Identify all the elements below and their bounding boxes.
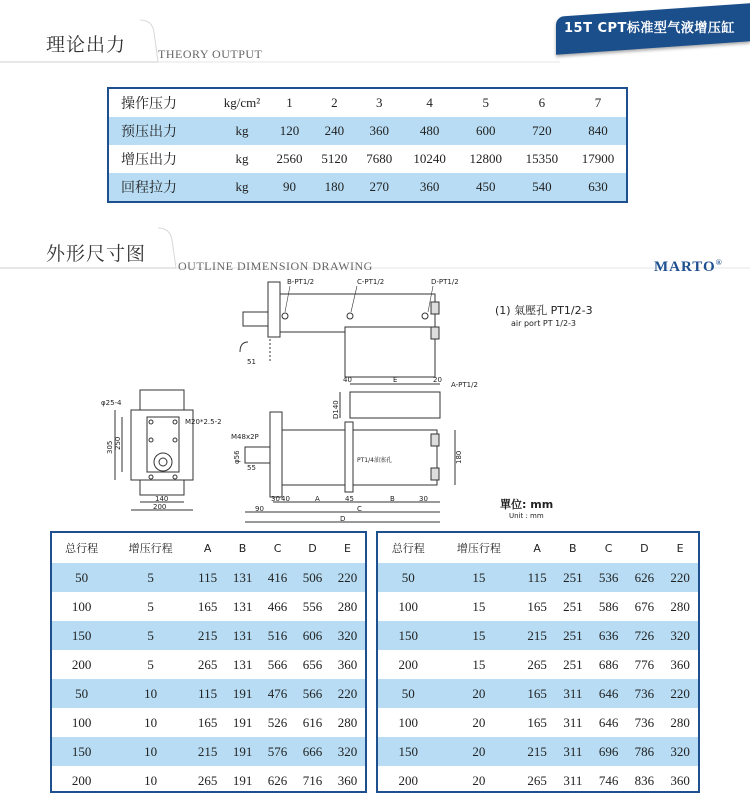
dimension-table-left [50, 531, 367, 793]
dimension-cell: 150 [52, 737, 111, 766]
dimension-cell: 251 [555, 621, 591, 650]
dimension-cell: 220 [662, 563, 698, 592]
dimension-cell: 626 [267, 772, 288, 788]
dimension-header-cell: 增压行程 [456, 542, 501, 555]
dimension-cell: 200 [398, 656, 418, 672]
theory-row-unit: kg [217, 173, 267, 201]
dimension-cell: 320 [662, 737, 698, 766]
theory-cell: 120 [267, 117, 312, 145]
theory-row [109, 145, 626, 173]
dimension-cell: 736 [626, 679, 662, 708]
dimension-row [378, 592, 698, 621]
dimension-cell: 15 [472, 598, 486, 614]
dim-200: 200 [153, 503, 167, 511]
dimension-cell: 576 [260, 737, 295, 766]
theory-cell: 720 [514, 117, 570, 145]
theory-row-label: 回程拉力 [109, 173, 217, 201]
dimension-cell: 100 [398, 714, 418, 730]
dimension-cell: 20 [472, 714, 486, 730]
dimension-row [378, 650, 698, 679]
dimension-cell: 50 [378, 563, 439, 592]
dimension-cell: 200 [71, 656, 92, 672]
dimension-cell: 556 [302, 598, 323, 614]
theory-row [109, 117, 626, 145]
dimension-cell: 265 [197, 656, 218, 672]
dimension-cell: 506 [295, 563, 330, 592]
outline-drawing [95, 272, 615, 530]
dimension-cell: 696 [591, 737, 627, 766]
dimension-cell: 100 [71, 598, 92, 614]
dimension-cell: 165 [527, 598, 547, 614]
dimension-cell: 191 [225, 737, 260, 766]
dimension-cell: 20 [472, 772, 486, 788]
dimension-header-cell: 增压行程 [128, 542, 173, 555]
dimension-cell: 320 [330, 621, 365, 650]
dimension-cell: 150 [378, 621, 439, 650]
theory-row-unit: kg/cm² [223, 95, 261, 110]
dimension-cell: 191 [232, 772, 253, 788]
dimension-cell: 200 [398, 772, 418, 788]
dimension-cell: 215 [190, 737, 225, 766]
dim-b: B [390, 495, 395, 503]
dimension-cell: 10 [111, 737, 190, 766]
outline-header [0, 222, 750, 277]
dimension-cell: 265 [527, 656, 547, 672]
theory-cell: 480 [402, 117, 458, 145]
outline-subtitle: OUTLINE DIMENSION DRAWING [178, 259, 373, 273]
theory-cell: 360 [402, 173, 458, 201]
theory-cell: 540 [514, 173, 570, 201]
dimension-cell: 165 [527, 714, 547, 730]
dimension-row [378, 737, 698, 766]
dim-305: 305 [106, 440, 114, 454]
theory-cell: 450 [458, 173, 514, 201]
dimension-cell: 165 [197, 598, 218, 614]
product-banner [556, 3, 750, 55]
theory-row-unit: kg [235, 151, 249, 166]
dimension-cell: 131 [232, 656, 253, 672]
dimension-cell: 566 [295, 679, 330, 708]
dimension-row [52, 737, 365, 766]
dimension-cell: 251 [563, 598, 583, 614]
theory-cell: 600 [458, 117, 514, 145]
dim-30: 30 [271, 495, 280, 503]
dim-c: C [357, 505, 362, 513]
dim-55: 55 [247, 464, 256, 472]
dimension-cell: 746 [598, 772, 619, 788]
dimension-header-cell: C [273, 541, 282, 555]
brand-name: MARTO [654, 259, 716, 275]
dimension-cell: 251 [563, 656, 583, 672]
dimension-cell: 686 [598, 656, 619, 672]
dimension-cell: 220 [330, 563, 365, 592]
dimension-cell: 215 [519, 621, 555, 650]
theory-cell: 2560 [276, 151, 303, 166]
dimension-cell: 150 [378, 737, 439, 766]
theory-cell: 15350 [525, 151, 559, 166]
theory-cell: 6 [538, 95, 546, 110]
dimension-header-cell: D [640, 541, 649, 555]
theory-row-label: 预压出力 [109, 117, 217, 145]
air-port-en: air port PT 1/2-3 [511, 319, 577, 328]
theory-title: 理论出力 [46, 34, 127, 56]
dimension-cell: 20 [439, 737, 520, 766]
theory-cell: 90 [267, 173, 312, 201]
dimension-cell: 215 [519, 737, 555, 766]
theory-cell: 10240 [413, 151, 446, 166]
dimension-cell: 265 [197, 772, 218, 788]
dimension-cell: 215 [190, 621, 225, 650]
dimension-header-row [52, 533, 365, 563]
dimension-cell: 220 [330, 679, 365, 708]
brand-mark: ® [715, 258, 723, 267]
dim-40-top: 40 [343, 376, 352, 384]
dimension-cell: 716 [302, 772, 323, 788]
dimension-cell: 360 [670, 772, 690, 788]
theory-cell: 1 [286, 95, 293, 110]
port-a-label: A-PT1/2 [451, 381, 478, 389]
theory-cell: 5120 [321, 151, 348, 166]
dimension-row [52, 708, 365, 737]
dimension-cell: 736 [634, 714, 655, 730]
dimension-cell: 320 [330, 737, 365, 766]
dimension-cell: 5 [147, 598, 154, 614]
dimension-cell: 636 [591, 621, 627, 650]
top-view [240, 282, 439, 377]
dimension-cell: 220 [662, 679, 698, 708]
dimension-cell: 416 [260, 563, 295, 592]
dimension-cell: 786 [626, 737, 662, 766]
dimension-cell: 776 [634, 656, 655, 672]
dim-d: D [340, 515, 346, 523]
dim-250: 250 [114, 436, 122, 450]
dimension-cell: 115 [519, 563, 555, 592]
dimension-cell: 20 [439, 679, 520, 708]
theory-row-label: 增压出力 [121, 152, 177, 168]
dimension-cell: 360 [670, 656, 690, 672]
theory-output-table [107, 87, 628, 203]
dimension-cell: 606 [295, 621, 330, 650]
theory-cell: 7680 [366, 151, 393, 166]
unit-en: Unit : mm [509, 512, 544, 520]
dimension-row [52, 621, 365, 650]
dimension-header-cell: B [238, 541, 247, 555]
unit-cn: 單位: mm [500, 498, 554, 511]
dimension-cell: 836 [634, 772, 655, 788]
theory-header-frame [0, 0, 560, 70]
dimension-cell: 676 [634, 598, 655, 614]
dim-140: 140 [155, 495, 169, 503]
dim-d140: D140 [332, 400, 340, 419]
dimension-cell: 50 [52, 679, 111, 708]
dimension-cell: 10 [111, 679, 190, 708]
dimension-cell: 516 [260, 621, 295, 650]
dimension-header-cell: C [604, 541, 613, 555]
dimension-cell: 536 [591, 563, 627, 592]
dim-25: φ25-4 [101, 399, 122, 407]
dim-56: φ56 [233, 450, 241, 464]
dimension-cell: 5 [111, 563, 190, 592]
dimension-header-cell: A [203, 541, 212, 555]
dimension-header-cell: B [569, 541, 577, 555]
dimension-cell: 666 [295, 737, 330, 766]
outline-title: 外形尺寸图 [46, 243, 147, 265]
dimension-cell: 191 [225, 679, 260, 708]
theory-cell: 5 [482, 95, 490, 110]
dimension-cell: 251 [555, 563, 591, 592]
dimension-header-cell: A [533, 541, 541, 555]
dim-45: 45 [345, 495, 354, 503]
port-b-label: B-PT1/2 [287, 278, 315, 286]
dim-e: E [393, 376, 398, 384]
dimension-row [378, 708, 698, 737]
dim-90: 90 [255, 505, 264, 513]
dimension-header-cell: 总行程 [391, 542, 425, 555]
dimension-cell: 646 [598, 714, 619, 730]
dimension-cell: 466 [267, 598, 288, 614]
dim-51: 51 [247, 358, 256, 366]
dimension-cell: 311 [563, 714, 583, 730]
dimension-cell: 320 [662, 621, 698, 650]
dimension-cell: 280 [670, 598, 690, 614]
dimension-cell: 360 [337, 772, 358, 788]
dimension-cell: 311 [555, 737, 591, 766]
dimension-cell: 50 [52, 563, 111, 592]
end-view [115, 390, 193, 510]
dimension-cell: 726 [626, 621, 662, 650]
dimension-cell: 476 [260, 679, 295, 708]
dim-20: 20 [433, 376, 442, 384]
theory-cell: 4 [426, 95, 433, 110]
thread-m48: M48x2P [231, 433, 259, 441]
theory-cell: 360 [357, 117, 402, 145]
dimension-cell: 311 [563, 772, 583, 788]
dimension-cell: 280 [670, 714, 690, 730]
port-d-label: D-PT1/2 [431, 278, 459, 286]
port-c-label: C-PT1/2 [357, 278, 385, 286]
dimension-cell: 10 [144, 714, 158, 730]
dimension-cell: 10 [144, 772, 158, 788]
dimension-cell: 15 [439, 563, 520, 592]
dimension-row [378, 563, 698, 592]
dimension-cell: 646 [591, 679, 627, 708]
dimension-row [378, 621, 698, 650]
dimension-row [52, 766, 365, 795]
theory-cell: 270 [357, 173, 402, 201]
thread-m20: M20*2.5-2 [185, 418, 222, 426]
dimension-row [378, 679, 698, 708]
dimension-cell: 100 [71, 714, 92, 730]
oil-plug-label: PT1/4油塞孔 [357, 457, 392, 464]
dimension-table-right [376, 531, 700, 793]
dimension-cell: 5 [147, 656, 154, 672]
dimension-cell: 5 [111, 621, 190, 650]
dimension-header-cell: D [308, 541, 317, 555]
theory-row [109, 89, 626, 117]
dimension-cell: 15 [439, 621, 520, 650]
theory-row [109, 173, 626, 201]
brand-logo [654, 258, 723, 276]
dim-40-bottom: 40 [281, 495, 290, 503]
dimension-cell: 311 [555, 679, 591, 708]
dimension-row [52, 563, 365, 592]
dim-a: A [315, 495, 320, 503]
dim-180: 180 [455, 450, 463, 464]
dimension-cell: 50 [378, 679, 439, 708]
air-port-cn: (1) 氣壓孔 PT1/2-3 [495, 304, 593, 317]
theory-cell: 630 [570, 173, 626, 201]
dimension-cell: 115 [190, 563, 225, 592]
dimension-cell: 100 [398, 598, 418, 614]
theory-cell: 3 [375, 95, 383, 110]
dimension-cell: 191 [232, 714, 253, 730]
dimension-cell: 131 [225, 621, 260, 650]
dimension-header-cell: E [344, 541, 351, 555]
dimension-header-cell: 总行程 [65, 542, 99, 555]
theory-cell: 2 [331, 95, 338, 110]
theory-cell: 240 [312, 117, 357, 145]
banner-text: 15T CPT标准型气液增压缸 [564, 21, 735, 36]
dimension-row [52, 679, 365, 708]
dimension-cell: 626 [626, 563, 662, 592]
dimension-cell: 280 [337, 598, 358, 614]
dimension-row [52, 592, 365, 621]
dimension-row [52, 650, 365, 679]
theory-cell: 7 [594, 95, 602, 110]
theory-cell: 180 [312, 173, 357, 201]
theory-subtitle: THEORY OUTPUT [158, 47, 263, 61]
dimension-cell: 566 [267, 656, 288, 672]
dimension-cell: 115 [190, 679, 225, 708]
theory-cell: 12800 [469, 151, 503, 166]
theory-cell: 840 [570, 117, 626, 145]
dimension-cell: 165 [519, 679, 555, 708]
theory-cell: 17900 [581, 151, 615, 166]
dimension-cell: 165 [197, 714, 218, 730]
dimension-cell: 265 [527, 772, 547, 788]
dimension-cell: 200 [71, 772, 92, 788]
dimension-cell: 131 [225, 563, 260, 592]
dimension-cell: 150 [52, 621, 111, 650]
dimension-cell: 15 [472, 656, 486, 672]
dimension-cell: 586 [598, 598, 619, 614]
dimension-header-cell: E [676, 541, 684, 555]
theory-row-label: 操作压力 [121, 96, 177, 112]
theory-row-unit: kg [217, 117, 267, 145]
dimension-row [378, 766, 698, 795]
dimension-cell: 616 [302, 714, 323, 730]
dim-30-right: 30 [419, 495, 428, 503]
dimension-header-row [378, 533, 698, 563]
dimension-cell: 280 [337, 714, 358, 730]
dimension-cell: 360 [337, 656, 358, 672]
dimension-cell: 526 [267, 714, 288, 730]
dimension-cell: 131 [232, 598, 253, 614]
dimension-cell: 656 [302, 656, 323, 672]
